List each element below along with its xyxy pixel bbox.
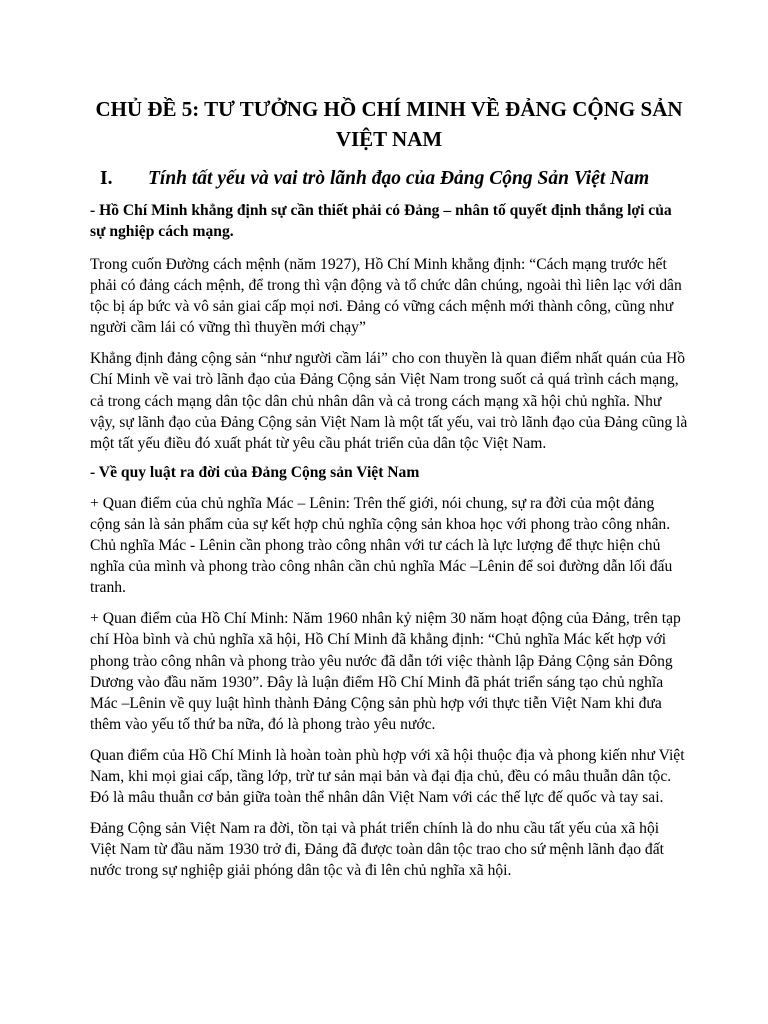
subheading-necessity: - Hồ Chí Minh khẳng định sự cần thiết phải có Đảng – nhân tố quyết định thắng lợi của sự nghiệp cách mạng. bbox=[90, 202, 672, 240]
paragraph-party-founding: Đảng Cộng sản Việt Nam ra đời, tồn tại và phát triển chính là do nhu cầu tất yếu của xã hội Việt Nam từ đầu năm 1930 trở đi, Đảng đã được toàn dân tộc trao cho sứ mệnh lãnh đạo đất nước trong sự nghiệp giải phóng dân tộc và đi lên chủ nghĩa xã hội. bbox=[90, 820, 664, 880]
paragraph-nguoi-cam-lai: Khẳng định đảng cộng sản “như người cầm lái” cho con thuyền là quan điểm nhất quán của Hồ Chí Minh về vai trò lãnh đạo của Đảng Cộng sản Việt Nam trong suốt cả quá trình cách mạng, cả trong cách mạng dân tộc dân chủ nhân dân và cả trong cách mạng xã hội chủ nghĩa. Như vậy, sự lãnh đạo của Đảng Cộng sản Việt Nam là một tất yếu, vai trò lãnh đạo của Đảng cũng là một tất yếu điều đó xuất phát từ yêu cầu phát triển của dân tộc Việt Nam. bbox=[90, 350, 688, 452]
paragraph-ho-chi-minh-view: + Quan điểm của Hồ Chí Minh: Năm 1960 nhân kỷ niệm 30 năm hoạt động của Đảng, trên tạp chí Hòa bình và chủ nghĩa xã hội, Hồ Chí Minh đã khẳng định: “Chủ nghĩa Mác kết hợp với phong trào công nhân và phong trào yêu nước đã dẫn tới việc thành lập Đảng Cộng sản Đông Dương vào đầu năm 1930”. Đây là luận điểm Hồ Chí Minh đã phát triển sáng tạo chủ nghĩa Mác –Lênin về quy luật hình thành Đảng Cộng sản phù hợp với thực tiễn Việt Nam khi đưa thêm vào yếu tố thứ ba nữa, đó là phong trào yêu nước. bbox=[90, 610, 681, 733]
document-title: CHỦ ĐỀ 5: TƯ TƯỞNG HỒ CHÍ MINH VỀ ĐẢNG CỘNG SẢN VIỆT NAM bbox=[95, 97, 683, 151]
subheading-law-of-birth: - Về quy luật ra đời của Đảng Cộng sản Việt Nam bbox=[90, 463, 420, 481]
paragraph-colonial-society: Quan điểm của Hồ Chí Minh là hoàn toàn phù hợp với xã hội thuộc địa và phong kiến như Việt Nam, khi mọi giai cấp, tầng lớp, trừ tư sản mại bản và đại địa chủ, đều có mâu thuẫn dân tộc. Đó là mâu thuẫn cơ bản giữa toàn thể nhân dân Việt Nam với các thế lực đế quốc và tay sai. bbox=[90, 746, 685, 807]
section-heading-text: Tính tất yếu và vai trò lãnh đạo của Đảng Cộng Sản Việt Nam bbox=[148, 168, 650, 189]
section-heading bbox=[90, 166, 688, 192]
section-number: I. bbox=[100, 168, 113, 189]
paragraph-duong-cach-menh: Trong cuốn Đường cách mệnh (năm 1927), Hồ Chí Minh khẳng định: “Cách mạng trước hết phải có đảng cách mệnh, để trong thì vận động và tổ chức dân chúng, ngoài thì liên lạc với dân tộc bị áp bức và vô sản giai cấp mọi nơi. Đảng có vững cách mệnh mới thành công, cũng như người cầm lái có vững thì thuyền mới chạy” bbox=[90, 256, 682, 337]
paragraph-marx-lenin-view: + Quan điểm của chủ nghĩa Mác – Lênin: Trên thế giới, nói chung, sự ra đời của một đảng cộng sản là sản phẩm của sự kết hợp chủ nghĩa cộng sản khoa học với phong trào công nhân. Chủ nghĩa Mác - Lênin cần phong trào công nhân với tư cách là lực lượng để thực hiện chủ nghĩa của mình và phong trào công nhân cần chủ nghĩa Mác –Lênin để soi đường dẫn lối đấu tranh. bbox=[90, 494, 673, 597]
